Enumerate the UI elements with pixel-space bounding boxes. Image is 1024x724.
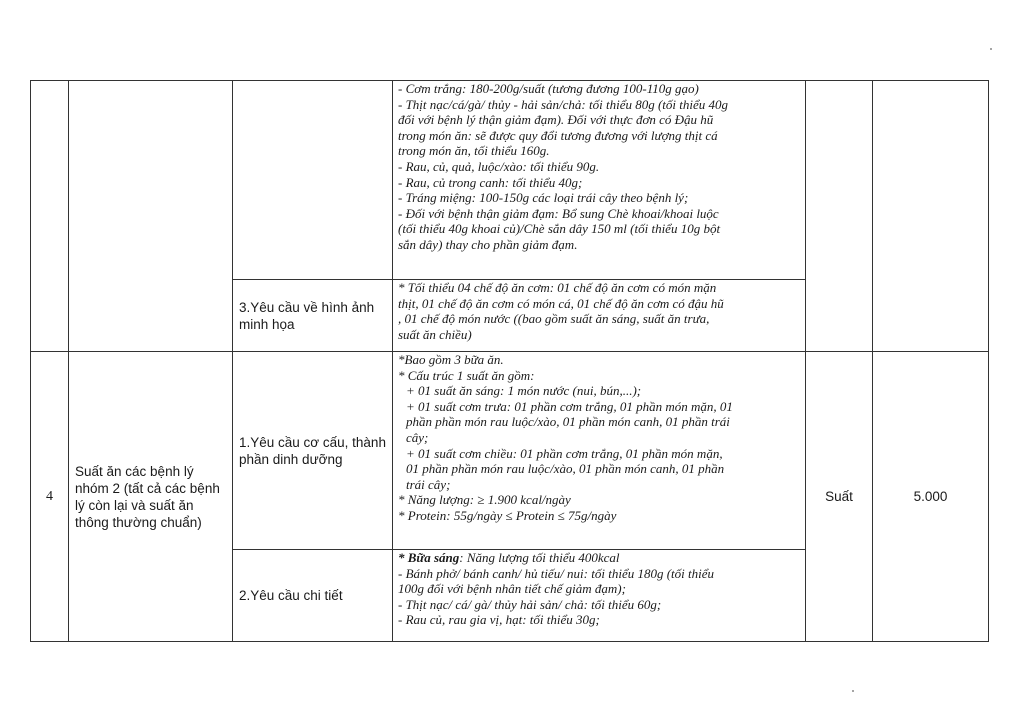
specification-table — [30, 80, 989, 642]
cell-req-cont — [233, 81, 393, 280]
content-line: - Đối với bệnh thận giảm đạm: Bổ sung Chè khoai/khoai luộc — [398, 205, 719, 221]
content-line: cây; — [406, 429, 429, 445]
table-row — [31, 81, 989, 280]
cell-content-structure — [393, 352, 806, 550]
requirement-label: 3.Yêu cầu về hình ảnh minh họa — [233, 280, 393, 352]
content-line: - Thịt nạc/ cá/ gà/ thủy hải sản/ chả: tối thiểu 60g; — [398, 596, 662, 612]
meal-heading: * Bữa sáng — [398, 550, 460, 565]
content-line: 01 phần phần món rau luộc/xào, 01 phần món canh, 01 phần — [406, 461, 725, 477]
table-row — [31, 352, 989, 550]
content-line: + 01 suất cơm chiều: 01 phần cơm trắng, 01 phần món mặn, — [406, 445, 723, 461]
cell-unit-cont — [806, 81, 873, 352]
item-name: Suất ăn các bệnh lý nhóm 2 (tất cả các bệnh lý còn lại và suất ăn thông thường chuẩn) — [69, 352, 233, 642]
content-line: * Protein: 55g/ngày ≤ Protein ≤ 75g/ngày — [398, 507, 617, 523]
content-line: suất ăn chiều) — [398, 326, 472, 342]
content-line: - Tráng miệng: 100-150g các loại trái cây theo bệnh lý; — [398, 190, 689, 206]
content-line: + 01 suất ăn sáng: 1 món nước (nui, bún,...); — [406, 383, 642, 399]
content-line: - Rau, củ, quả, luộc/xào: tối thiểu 90g. — [398, 158, 600, 174]
content-line: - Bánh phở/ bánh canh/ hủ tiếu/ nui: tối thiểu 180g (tối thiểu — [398, 565, 715, 581]
quantity-value: 5.000 — [873, 352, 989, 642]
content-line: *Bao gồm 3 bữa ăn. — [398, 352, 504, 367]
content-line: * Cấu trúc 1 suất ăn gồm: — [398, 367, 535, 383]
requirement-label: 2.Yêu cầu chi tiết — [233, 550, 393, 642]
content-line: + 01 suất cơm trưa: 01 phần cơm trắng, 01 phần món mặn, 01 — [406, 398, 733, 414]
content-line: * Tối thiểu 04 chế độ ăn cơm: 01 chế độ ăn cơm có món mặn — [398, 280, 717, 295]
meal-heading-rest: : Năng lượng tối thiểu 400kcal — [459, 550, 620, 565]
content-line: trái cây; — [406, 476, 451, 492]
scan-speck — [852, 690, 854, 692]
requirement-label: 1.Yêu cầu cơ cấu, thành phần dinh dưỡng — [233, 352, 393, 550]
content-line: đối với bệnh lý thận giảm đạm). Đối với thực đơn có Đậu hũ — [398, 112, 714, 128]
content-line: (tối thiểu 40g khoai củ)/Chè sắn dây 150 ml (tối thiểu 10g bột — [398, 221, 721, 237]
content-line: thịt, 01 chế độ ăn cơm có món cá, 01 chế độ ăn cơm có đậu hũ — [398, 295, 724, 311]
content-line: * Năng lượng: ≥ 1.900 kcal/ngày — [398, 492, 571, 508]
cell-content-images — [393, 280, 806, 352]
cell-no-cont — [31, 81, 69, 352]
content-line: phần phần món rau luộc/xào, 01 phần món canh, 01 phần trái — [406, 414, 730, 430]
cell-content-detail — [393, 550, 806, 642]
content-line: - Rau, củ trong canh: tối thiểu 40g; — [398, 174, 583, 190]
cell-name-cont — [69, 81, 233, 352]
content-line — [398, 550, 801, 566]
cell-qty-cont — [873, 81, 989, 352]
unit-value: Suất — [806, 352, 873, 642]
scan-speck — [990, 48, 992, 50]
content-line: sắn dây) thay cho phần giảm đạm. — [398, 236, 578, 252]
content-line: 100g đối với bệnh nhân tiết chế giảm đạm); — [398, 581, 626, 597]
row-number: 4 — [31, 352, 69, 642]
content-line: - Thịt nạc/cá/gà/ thủy - hải sản/chả: tối thiểu 80g (tối thiểu 40g — [398, 96, 729, 112]
content-line: trong món ăn: sẽ được quy đổi tương đương với lượng thịt cá — [398, 127, 718, 143]
content-line: trong món ăn, tối thiểu 160g. — [398, 143, 550, 159]
cell-content-cont — [393, 81, 806, 280]
content-line: , 01 chế độ món nước ((bao gồm suất ăn sáng, suất ăn trưa, — [398, 311, 710, 327]
content-line: - Cơm trắng: 180-200g/suất (tương đương 100-110g gạo) — [398, 81, 699, 96]
content-line: - Rau củ, rau gia vị, hạt: tối thiểu 30g; — [398, 612, 600, 628]
